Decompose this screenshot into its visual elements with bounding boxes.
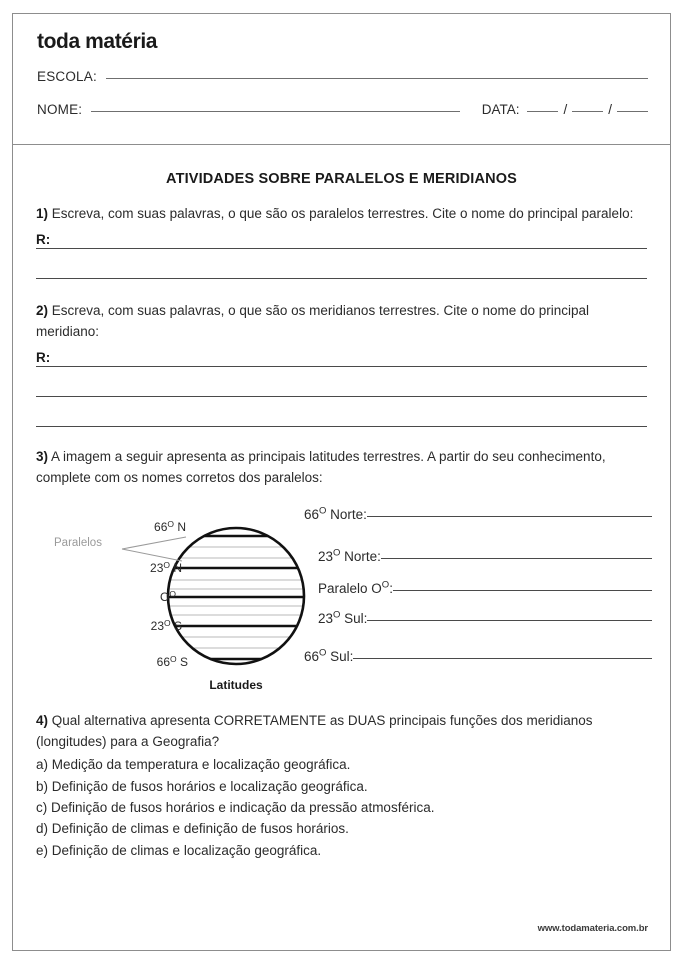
alternative-c[interactable]: c) Definição de fusos horários e indicação da pressão atmosférica. xyxy=(36,800,435,816)
fillin-input-66-norte[interactable] xyxy=(367,516,652,517)
worksheet-content xyxy=(13,171,670,861)
question-3-text: A imagem a seguir apresenta as principais latitudes terrestres. A partir do seu conhecimento, complete com os nomes corretos dos paralelos: xyxy=(36,448,606,485)
alternative-e[interactable]: e) Definição de climas e localização geográfica. xyxy=(36,842,322,858)
label-23-s: $23^O$ S xyxy=(150,617,182,633)
question-2 xyxy=(36,301,647,343)
question-1-answer-line-2[interactable] xyxy=(36,278,647,279)
paralelos-label: Paralelos xyxy=(54,536,102,549)
question-2-answer-line-2[interactable] xyxy=(36,396,647,397)
fillin-label-66-norte: $66^O$ Norte: xyxy=(304,505,367,522)
alternative-a[interactable]: a) Medição da temperatura e localização geográfica. xyxy=(36,757,351,773)
fillin-input-23-sul[interactable] xyxy=(367,620,652,621)
fillin-input-paralelo-0[interactable] xyxy=(393,590,652,591)
brand-logo: toda matéria xyxy=(37,30,158,53)
label-0-degrees: $O^O$ xyxy=(160,588,176,604)
fillin-input-23-norte[interactable] xyxy=(381,558,652,559)
question-2-answer-label: R: xyxy=(36,349,51,365)
question-3-number: 3) xyxy=(36,448,49,464)
date-label: DATA: xyxy=(481,102,520,117)
alternative-b[interactable]: b) Definição de fusos horários e localização geográfica. xyxy=(36,778,368,794)
date-year-input[interactable] xyxy=(617,111,648,112)
question-1-answer-line-1[interactable] xyxy=(36,248,647,249)
question-1-text: Escreva, com suas palavras, o que são os paralelos terrestres. Cite o nome do principal paralelo: xyxy=(51,206,634,221)
date-field-group xyxy=(482,102,648,117)
question-2-number: 2) xyxy=(36,302,49,318)
question-4 xyxy=(36,711,647,753)
question-3 xyxy=(36,447,647,489)
globe-illustration xyxy=(36,503,336,699)
left-latitude-labels xyxy=(150,519,188,669)
name-label: NOME: xyxy=(37,102,83,117)
question-4-text: Qual alternativa apresenta CORRETAMENTE as DUAS principais funções dos meridianos (longitudes) para a Geografia? xyxy=(36,712,593,749)
paralelos-leader-line xyxy=(122,537,186,561)
name-input-line[interactable] xyxy=(91,111,459,112)
alternative-d[interactable]: d) Definição de climas e definição de fusos horários. xyxy=(36,821,349,837)
fillin-input-66-sul[interactable] xyxy=(353,658,652,659)
question-1-answer-label: R: xyxy=(36,231,51,247)
page-title: ATIVIDADES SOBRE PARALELOS E MERIDIANOS xyxy=(166,171,517,187)
date-month-input[interactable] xyxy=(572,111,603,112)
school-label: ESCOLA: xyxy=(37,69,97,84)
page-header xyxy=(13,14,670,145)
fillin-label-66-sul: $66^O$ Sul: xyxy=(304,647,354,664)
school-field-row xyxy=(37,69,648,84)
question-4-alternatives xyxy=(36,754,647,861)
fillin-row-23-sul xyxy=(318,611,652,626)
date-separator-2: / xyxy=(608,102,612,117)
worksheet-page xyxy=(12,13,671,951)
date-separator-1: / xyxy=(563,102,568,117)
footer-url: www.todamateria.com.br xyxy=(537,923,648,934)
fillin-row-23-norte xyxy=(318,549,652,564)
fillin-row-66-norte xyxy=(304,507,652,522)
question-2-answer-line-3[interactable] xyxy=(36,426,647,427)
question-4-number: 4) xyxy=(36,712,49,728)
label-23-n: $23^O$ N xyxy=(150,559,182,575)
principal-parallel-lines xyxy=(166,536,306,659)
name-field-row xyxy=(37,102,648,117)
question-2-answer-line-1[interactable] xyxy=(36,366,647,367)
latitudes-diagram xyxy=(36,503,647,699)
date-day-input[interactable] xyxy=(527,111,558,112)
fillin-label-23-sul: $23^O$ Sul: xyxy=(318,609,368,626)
school-input-line[interactable] xyxy=(106,78,648,79)
fillin-label-23-norte: $23^O$ Norte: xyxy=(318,547,381,564)
fillin-row-paralelo-0 xyxy=(318,581,652,596)
label-66-s: $66^O$ S xyxy=(156,653,188,669)
question-1-number: 1) xyxy=(36,206,49,221)
question-1 xyxy=(36,204,647,225)
fillin-row-66-sul xyxy=(304,649,652,664)
question-2-text: Escreva, com suas palavras, o que são os meridianos terrestres. Cite o nome do principal meridiano: xyxy=(36,302,590,339)
fillin-label-paralelo-0: Paralelo $O^O$: xyxy=(318,579,393,596)
label-66-n: $66^O$ N xyxy=(154,518,186,534)
diagram-caption: Latitudes xyxy=(209,677,263,692)
